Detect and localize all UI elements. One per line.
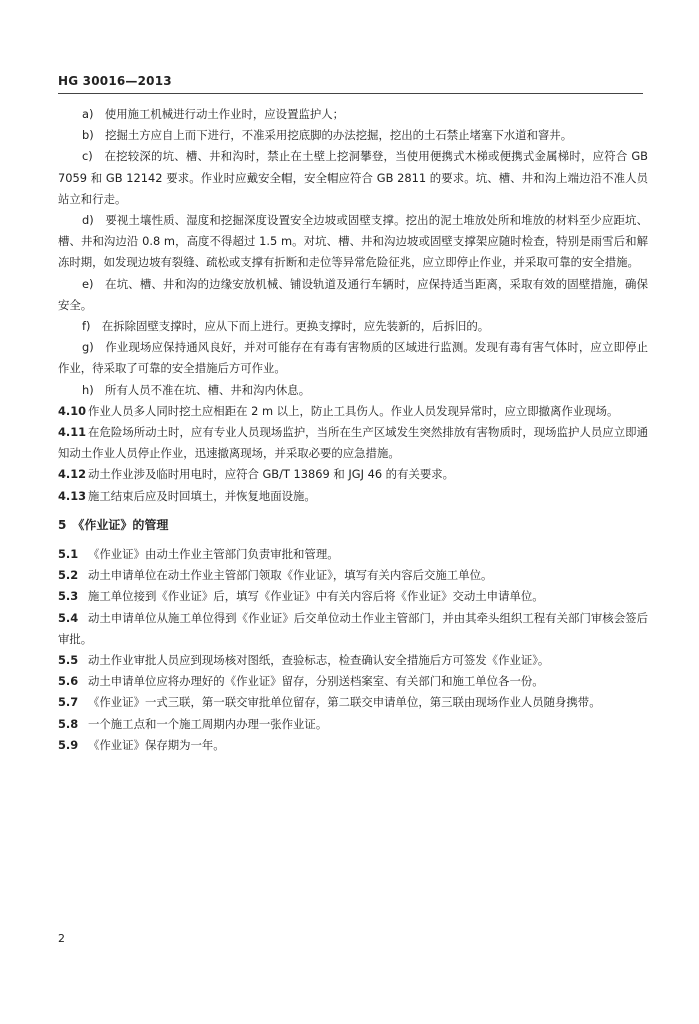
clause-number: 5.3: [58, 589, 79, 604]
clause-5-1: [58, 544, 648, 565]
page-number: 2: [58, 932, 65, 945]
standard-code: HG 30016—2013: [58, 74, 172, 88]
clause-number: 4.10: [58, 403, 87, 418]
clause-text: 在危险场所动土时，应有专业人员现场监护，当所在生产区域发生突然排放有害物质时，现场监护人员应立即通知动土作业人员停止作业，迅速撤离现场，并采取必要的应急措施。: [58, 425, 648, 461]
clause-5-4: [58, 608, 648, 650]
clause-number: 5.4: [58, 610, 79, 625]
item-d: d) 要视土壤性质、湿度和挖掘深度设置安全边坡或固壁支撑。挖出的泥土堆放处所和堆放的材料至少应距坑、槽、井和沟边沿 0.8 m，高度不得超过 1.5 m。对坑、槽、井和沟边坡或固壁支撑架应随时检查，特别是雨雪后和解冻时期，如发现边坡有裂缝、疏松或支撑有折断和走位等异常危险征兆，应立即停止作业，并采取可靠的安全措施。: [58, 213, 648, 270]
section-5-title: 5 《作业证》的管理: [58, 517, 169, 532]
clause-4-10: [58, 401, 648, 422]
clause-5-8: [58, 714, 648, 735]
item-f: f) 在拆除固壁支撑时，应从下而上进行。更换支撑时，应先装新的，后拆旧的。: [82, 319, 490, 334]
clause-text: 动土申请单位从施工单位得到《作业证》后交单位动土作业主管部门，并由其牵头组织工程有关部门审核会签后审批。: [58, 610, 648, 646]
item-b: b) 挖掘土方应自上而下进行，不准采用挖底脚的办法挖掘，挖出的土石禁止堵塞下水道和窨井。: [82, 128, 573, 143]
clause-number: 4.13: [58, 488, 87, 503]
clause-text: 动土申请单位应将办理好的《作业证》留存，分别送档案室、有关部门和施工单位各一份。: [88, 674, 544, 689]
clause-text: 一个施工点和一个施工周期内办理一张作业证。: [88, 716, 328, 731]
clause-text: 施工结束后应及时回填土，并恢复地面设施。: [88, 488, 316, 503]
item-g: g) 作业现场应保持通风良好，并对可能存在有毒有害物质的区域进行监测。发现有毒有害气体时，应立即停止作业，待采取了可靠的安全措施后方可作业。: [58, 340, 648, 376]
item-h: h) 所有人员不准在坑、槽、井和沟内休息。: [82, 382, 311, 397]
clause-4-11: [58, 422, 648, 464]
clause-5-6: [58, 671, 648, 692]
clause-number: 5.7: [58, 695, 79, 710]
clause-4-13: [58, 486, 648, 507]
clause-5-3: [58, 586, 648, 607]
clause-number: 5.6: [58, 674, 79, 689]
clause-number: 4.11: [58, 425, 87, 440]
clause-text: 动土作业涉及临时用电时，应符合 GB/T 13869 和 JGJ 46 的有关要求。: [88, 467, 455, 482]
item-c: c) 在挖较深的坑、槽、井和沟时，禁止在土壁上挖洞攀登，当使用便携式木梯或便携式金属梯时，应符合 GB 7059 和 GB 12142 要求。作业时应戴安全帽，安全帽应符合 GB 2811 的要求。坑、槽、井和沟上端边沿不准人员站立和行走。: [58, 149, 648, 206]
item-e: e) 在坑、槽、井和沟的边缘安放机械、铺设轨道及通行车辆时，应保持适当距离，采取有效的固壁措施，确保安全。: [58, 276, 648, 312]
document-body: [58, 104, 648, 756]
clause-number: 5.5: [58, 653, 79, 668]
clause-text: 《作业证》保存期为一年。: [88, 737, 225, 752]
clause-5-5: [58, 650, 648, 671]
clause-text: 《作业证》由动土作业主管部门负责审批和管理。: [88, 547, 339, 562]
clause-5-2: [58, 565, 648, 586]
clause-text: 动土作业审批人员应到现场核对图纸，查验标志，检查确认安全措施后方可签发《作业证》。: [88, 653, 550, 668]
clause-text: 动土申请单位在动土作业主管部门领取《作业证》，填写有关内容后交施工单位。: [88, 568, 493, 583]
clause-text: 《作业证》一式三联，第一联交审批单位留存，第二联交申请单位，第三联由现场作业人员随身携带。: [88, 695, 601, 710]
item-a: a) 使用施工机械进行动土作业时，应设置监护人；: [82, 107, 345, 121]
clause-number: 5.9: [58, 737, 79, 752]
clause-number: 5.8: [58, 716, 79, 731]
clause-number: 5.1: [58, 547, 79, 562]
clause-4-12: [58, 464, 648, 485]
clause-text: 作业人员多人同时挖土应相距在 2 m 以上，防止工具伤人。作业人员发现异常时，应立即撤离作业现场。: [88, 403, 619, 418]
clause-5-7: [58, 692, 648, 713]
header-rule: [58, 93, 643, 94]
clause-5-9: [58, 735, 648, 756]
clause-number: 5.2: [58, 568, 79, 583]
clause-number: 4.12: [58, 467, 87, 482]
clause-text: 施工单位接到《作业证》后，填写《作业证》中有关内容后将《作业证》交动土申请单位。: [88, 589, 544, 604]
